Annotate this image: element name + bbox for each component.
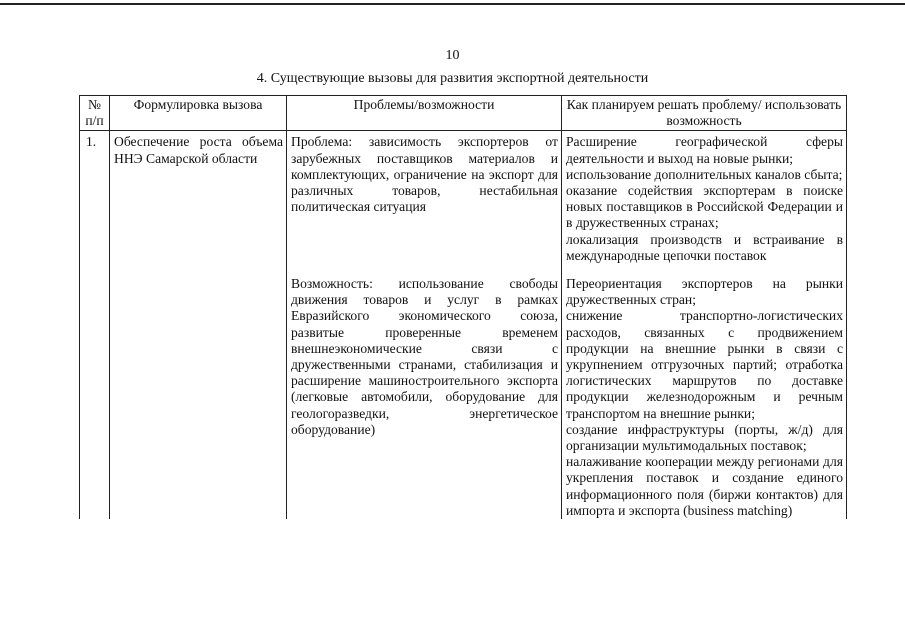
solution-item: оказание содействия экспортерам в поиске новых поставщиков в Российской Федерации и в дружественных странах; — [566, 183, 843, 231]
table-row — [80, 131, 847, 264]
header-formulation: Формулировка вызова — [110, 96, 287, 131]
solution-item: локализация производств и встраивание в международные цепочки поставок — [566, 231, 843, 263]
problem-text — [287, 131, 562, 264]
top-border-line — [0, 3, 905, 5]
solution-item: Расширение географической сферы деятельности и выход на новые рынки; — [566, 134, 843, 166]
solution-item: налаживание кооперации между регионами для укрепления поставок и создание единого информационного поля (биржи контактов) для импорта и экспорта (business matching) — [566, 454, 843, 518]
page-number: 10 — [445, 48, 460, 63]
header-problems: Проблемы/возможности — [287, 96, 562, 131]
challenge-formulation: Обеспечение роста объема ННЭ Самарской области — [110, 131, 287, 264]
solution-item: Переориентация экспортеров на рынки дружественных стран; — [566, 276, 843, 308]
problem-description: Проблема: зависимость экспортеров от зарубежных поставщиков материалов и комплектующих, ограничение на экспорт для различных товаров, нестабильная политическая ситуация — [291, 134, 558, 215]
table-header-row — [80, 96, 847, 131]
opportunity-solutions — [562, 264, 847, 519]
row-number-empty — [80, 264, 110, 519]
table-row — [80, 264, 847, 519]
formulation-empty — [110, 264, 287, 519]
solution-item: создание инфраструктуры (порты, ж/д) для организации мультимодальных поставок; — [566, 421, 843, 454]
opportunity-text — [287, 264, 562, 519]
section-title: 4. Существующие вызовы для развития экспортной деятельности — [256, 71, 649, 86]
header-solutions: Как планируем решать проблему/ использовать возможность — [562, 96, 847, 131]
problem-solutions — [562, 131, 847, 264]
row-number: 1. — [80, 131, 110, 264]
challenges-table — [79, 95, 847, 519]
opportunity-description: Возможность: использование свободы движения товаров и услуг в рамках Евразийского экономического союза, развитые проверенные временем внешнеэкономические связи с дружественными странами, стабилизация и расширение машиностроительного экспорта (легковые автомобили, оборудование для геологоразведки, энергетическое оборудование) — [291, 276, 558, 437]
solution-item: использование дополнительных каналов сбыта; — [566, 166, 843, 182]
header-num: № п/п — [80, 96, 110, 131]
solution-item: снижение транспортно-логистических расходов, связанных с продвижением продукции на внешние рынки в связи с укрупнением отгрузочных партий; отработка логистических маршрутов по доставке продукции железнодорожным и речным транспортом на внешние рынки; — [566, 308, 843, 421]
